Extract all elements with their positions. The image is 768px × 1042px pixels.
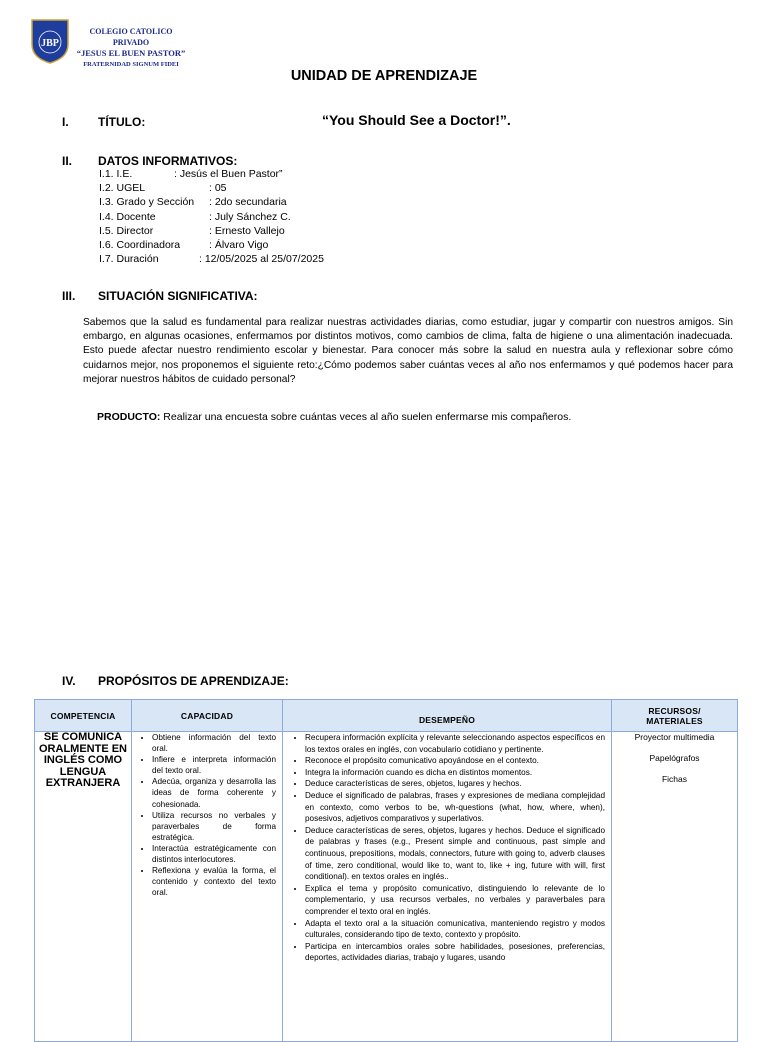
recurso-item: Fichas xyxy=(661,774,688,784)
info-key: I.6. Coordinadora xyxy=(99,238,181,251)
desempeno-item: • Deduce el significado de palabras, frases y expresiones de mediana complejidad en contexto, como verbos to be, wh-questions (what, how, where, when), posesivos, adjetivos comparativos y superlativos. xyxy=(305,790,605,825)
section-label: SITUACIÓN SIGNIFICATIVA: xyxy=(98,289,258,303)
section-label: PROPÓSITOS DE APRENDIZAJE: xyxy=(98,674,289,688)
svg-text:JBP: JBP xyxy=(41,38,59,49)
section-label: TÍTULO: xyxy=(98,115,146,129)
header-capacidad: CAPACIDAD xyxy=(132,700,283,732)
unit-title: “You Should See a Doctor!”. xyxy=(322,112,511,128)
situation-paragraph: Sabemos que la salud es fundamental para realizar nuestras actividades diarias, como estudiar, jugar y compartir con nuestros amigos. Sin embargo, en algunas ocasiones, enfermamos por distintos motivos, como cambios de clima, falta de higiene o una alimentación inadecuada. Esto puede afectar nuestro rendimiento escolar y bienestar. Para conocer más sobre la salud en nuestra aula y reflexionar sobre cómo cuidarnos mejor, nos proponemos el siguiente reto:¿Cómo podemos saber cuántas veces al año nos enfermamos y qué podemos hacer para mejorar nuestros hábitos de cuidado personal? xyxy=(83,317,733,385)
capacidad-cell xyxy=(132,732,283,1042)
page-title: UNIDAD DE APRENDIZAJE xyxy=(290,68,478,84)
info-key: I.4. Docente xyxy=(99,210,156,223)
info-value: : 12/05/2025 al 25/07/2025 xyxy=(199,253,324,266)
header-desempeno: DESEMPEÑO xyxy=(283,700,612,732)
info-value: : 2do secundaria xyxy=(209,196,287,209)
desempeno-item: • Explica el tema y propósito comunicativo, distinguiendo lo relevante de lo complementario, y usa recursos verbales, no verbales y paraverbales para comprender el texto oral en inglés. xyxy=(305,883,605,918)
info-value: : Ernesto Vallejo xyxy=(209,224,285,237)
product-text: Realizar una encuesta sobre cuántas veces al año suelen enfermarse mis compañeros. xyxy=(160,411,572,423)
recursos-cell xyxy=(612,732,738,1042)
capacidad-item: • Utiliza recursos no verbales y paraverbales de forma estratégica. xyxy=(152,810,276,843)
info-value: : Jesús el Buen Pastor” xyxy=(174,168,283,180)
desempeno-cell xyxy=(283,732,612,1042)
competencia-cell: SE COMUNICA ORALMENTE EN INGLÉS COMO LENGUA EXTRANJERA xyxy=(35,732,132,1042)
section-number: I. xyxy=(62,115,69,129)
school-line-3: FRATERNIDAD SIGNUM FIDEI xyxy=(83,61,179,68)
desempeno-item: • Recupera información explícita y relevante seleccionando aspectos específicos en los textos orales en inglés, con vocabulario cotidiano y pertinente. xyxy=(305,732,605,755)
school-line-2: “JESUS EL BUEN PASTOR” xyxy=(76,48,186,58)
school-name xyxy=(72,26,190,70)
section-label: DATOS INFORMATIVOS: xyxy=(98,154,238,168)
recurso-item: Papelógrafos xyxy=(649,753,700,763)
info-value: : July Sánchez C. xyxy=(209,210,291,223)
section-number: III. xyxy=(62,289,76,303)
info-key: I.3. Grado y Sección xyxy=(99,196,195,209)
info-value: : 05 xyxy=(209,182,227,195)
capacidad-item: • Adecúa, organiza y desarrolla las ideas de forma coherente y cohesionada. xyxy=(152,776,276,809)
section-number: II. xyxy=(62,154,73,168)
school-logo-icon xyxy=(30,18,70,64)
info-key: I.5. Director xyxy=(99,224,154,237)
section-number: IV. xyxy=(62,674,76,688)
desempeno-item: • Reconoce el propósito comunicativo apoyándose en el contexto. xyxy=(305,755,605,767)
header-competencia: COMPETENCIA xyxy=(35,700,132,732)
desempeno-item: • Adapta el texto oral a la situación comunicativa, manteniendo registro y modos culturales, considerando tipo de texto, contexto y propósito. xyxy=(305,918,605,941)
header-recursos: RECURSOS/ MATERIALES xyxy=(612,700,738,732)
product-line xyxy=(97,411,571,423)
desempeno-item: • Integra la información cuando es dicha en distintos momentos. xyxy=(305,767,605,779)
product-label: PRODUCTO: xyxy=(97,411,161,423)
capacidad-item: • Infiere e interpreta información del texto oral. xyxy=(152,754,276,776)
table-header-row xyxy=(35,700,738,732)
table-row xyxy=(35,732,738,1042)
desempeno-item: • Deduce características de seres, objetos, lugares y hechos. xyxy=(305,778,605,790)
purposes-table xyxy=(34,699,738,1042)
capacidad-item: • Obtiene información del texto oral. xyxy=(152,732,276,754)
info-value: : Álvaro Vigo xyxy=(209,238,269,251)
capacidad-item: • Interactúa estratégicamente con distintos interlocutores. xyxy=(152,843,276,865)
desempeno-item: • Deduce características de seres, objetos, lugares y hechos. Deduce el significado de palabras y frases (e.g., Present simple and continuous, past simple and continuous, prepositions, modals, connectors, future with going to, adverb clauses of time, zero conditional, would like to, want to, like + ing, future with will, first conditional). en textos orales en inglés.. xyxy=(305,825,605,883)
info-key: I.7. Duración xyxy=(99,253,159,266)
school-line-1: COLEGIO CATOLICO PRIVADO xyxy=(89,27,173,47)
desempeno-item: • Participa en intercambios orales sobre habilidades, posesiones, preferencias, deportes, actividades diarias, trabajo y lugares, usando xyxy=(305,941,605,964)
recurso-item: Proyector multimedia xyxy=(634,732,715,742)
info-key: I.2. UGEL xyxy=(99,182,146,195)
info-key: I.1. I.E. xyxy=(99,168,133,180)
capacidad-item: • Reflexiona y evalúa la forma, el contenido y contexto del texto oral. xyxy=(152,865,276,898)
